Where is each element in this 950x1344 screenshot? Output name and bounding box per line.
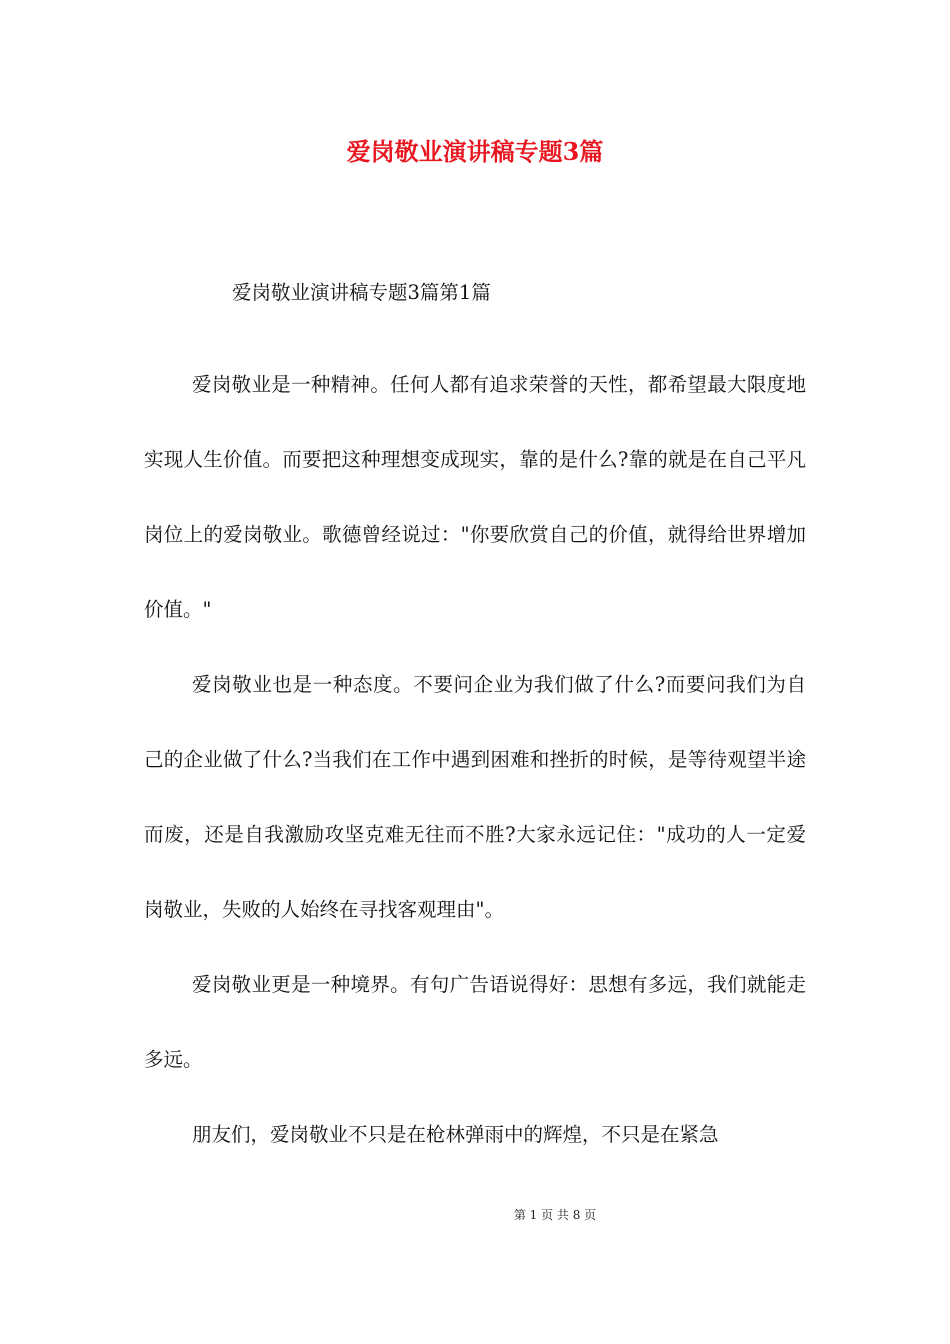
paragraph: 朋友们，爱岗敬业不只是在枪林弹雨中的辉煌，不只是在紧急 bbox=[192, 1123, 719, 1146]
paragraph: 爱岗敬业更是一种境界。有句广告语说得好：思想有多远，我们就能走多远。 bbox=[144, 973, 806, 1071]
page-number-footer: 第 1 页 共 8 页 bbox=[513, 1208, 597, 1222]
paragraph: 爱岗敬业也是一种态度。不要问企业为我们做了什么?而要问我们为自己的企业做了什么?当我们在工作中遇到困难和挫折的时候，是等待观望半途而废，还是自我激励攻坚克难无往而不胜?大家永远记住："成功的人一定爱岗敬业，失败的人始终在寻找客观理由"。 bbox=[144, 673, 806, 921]
document-title: 爱岗敬业演讲稿专题3篇 bbox=[346, 137, 604, 166]
document-body bbox=[144, 347, 806, 1172]
section-heading: 爱岗敬业演讲稿专题3篇第1篇 bbox=[232, 281, 491, 304]
paragraph: 爱岗敬业是一种精神。任何人都有追求荣誉的天性，都希望最大限度地实现人生价值。而要把这种理想变成现实，靠的是什么?靠的就是在自己平凡岗位上的爱岗敬业。歌德曾经说过："你要欣赏自己的价值，就得给世界增加价值。" bbox=[144, 373, 806, 621]
